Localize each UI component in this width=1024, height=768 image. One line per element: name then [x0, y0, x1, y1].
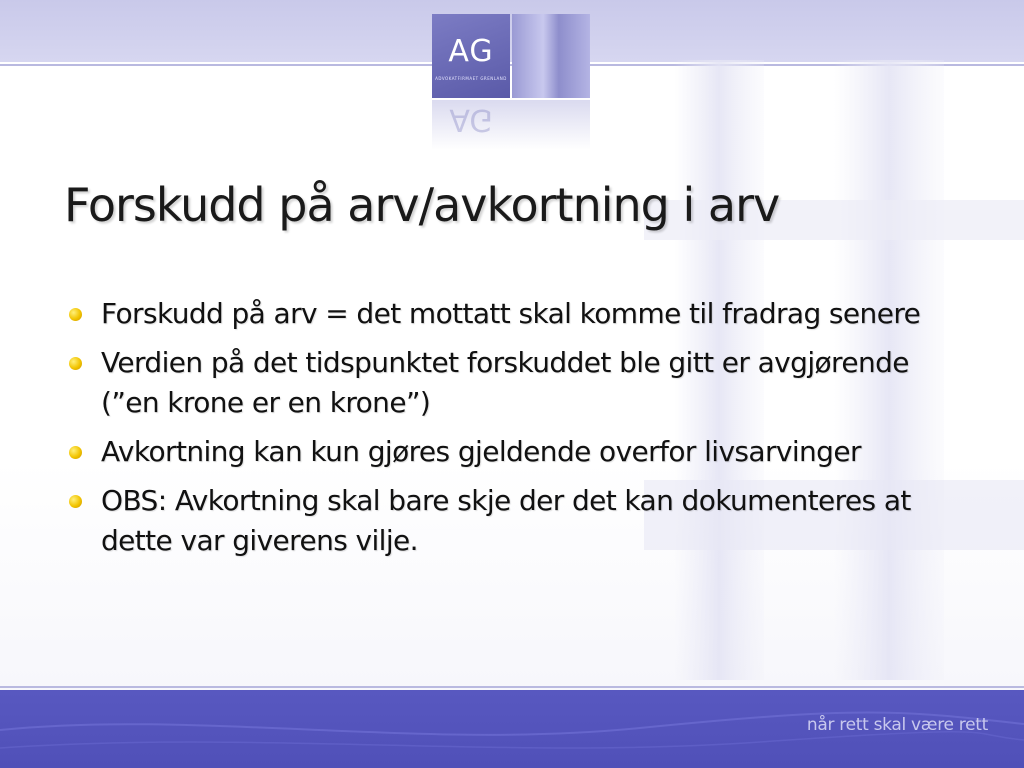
bullet-dot-icon	[69, 446, 82, 459]
bullet-item	[64, 294, 964, 334]
logo-pillars-photo	[512, 14, 590, 98]
bullet-item	[64, 343, 964, 423]
logo-subtext: ADVOKATFIRMAET GRENLAND	[435, 76, 507, 81]
bullet-dot-icon	[69, 357, 82, 370]
footer-divider	[0, 686, 1024, 688]
logo-text: AG	[448, 34, 494, 69]
bullet-text: Avkortning kan kun gjøres gjeldende overfor livsarvinger	[101, 435, 861, 468]
bullet-item	[64, 432, 964, 472]
bullet-dot-icon	[69, 495, 82, 508]
bullet-text: Forskudd på arv = det mottatt skal komme til fradrag senere	[101, 297, 921, 330]
bullet-dot-icon	[69, 308, 82, 321]
bullet-text: OBS: Avkortning skal bare skje der det kan dokumenteres at dette var giverens vilje.	[101, 484, 911, 557]
bullet-item	[64, 481, 964, 561]
logo-reflection-text: AG	[449, 102, 493, 137]
bullet-text: Verdien på det tidspunktet forskuddet ble gitt er avgjørende (”en krone er en krone”)	[101, 346, 909, 419]
footer-band	[0, 690, 1024, 768]
bullet-list	[64, 294, 964, 570]
logo-reflection	[432, 100, 590, 150]
slide-title: Forskudd på arv/avkortning i arv	[64, 178, 780, 232]
company-logo	[432, 14, 510, 98]
footer-tagline: når rett skal være rett	[806, 715, 988, 735]
